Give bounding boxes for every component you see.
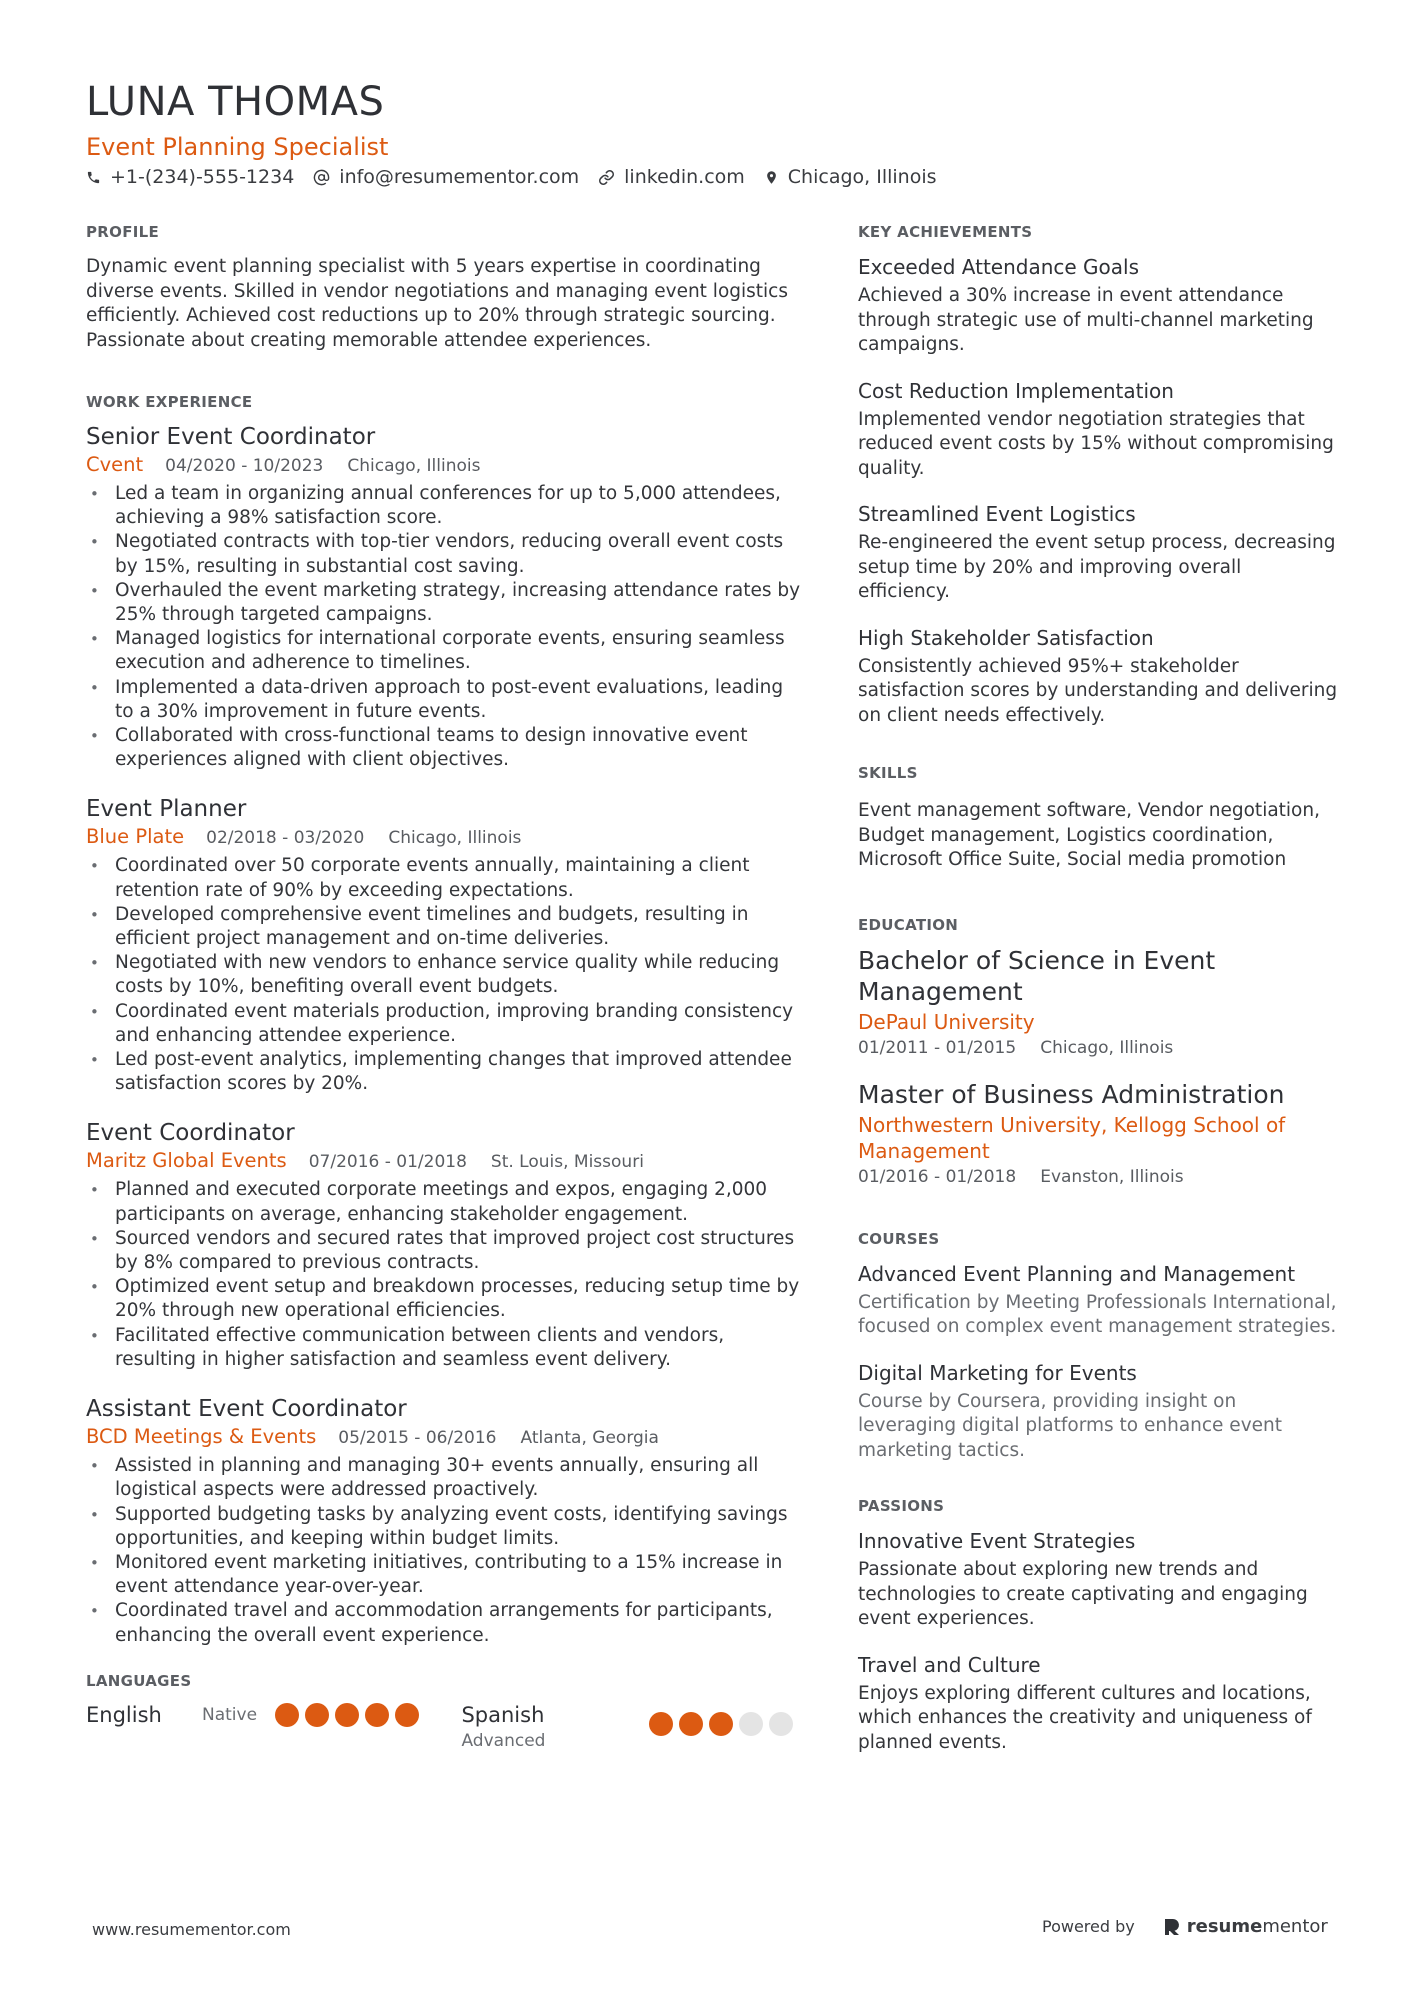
- candidate-name: LUNA THOMAS: [86, 79, 385, 125]
- course-title: Advanced Event Planning and Management: [858, 1261, 1296, 1286]
- job-bullet: • Collaborated with cross-functional teams to design innovative event experiences aligned with client objectives.: [86, 724, 801, 772]
- job-meta: [86, 452, 801, 479]
- job-dates: 04/2020 - 10/2023: [165, 456, 324, 476]
- course: [858, 1261, 1338, 1340]
- language-rating: [649, 1712, 799, 1736]
- job-meta: [86, 1148, 801, 1175]
- edu-school: DePaul University: [858, 1009, 1035, 1034]
- location-pin-icon: [764, 169, 779, 186]
- skills-text: Event management software, Vendor negotiation, Budget management, Logistics coordination, Microsoft Office Suite, Social media promotion: [858, 800, 1320, 870]
- job-bullet: • Negotiated with new vendors to enhance service quality while reducing costs by 10%, benefiting overall event budgets.: [86, 951, 801, 999]
- course: [858, 1360, 1338, 1464]
- profile-text: Dynamic event planning specialist with 5 years expertise in coordinating diverse events. Skilled in vendor negotiations and managing event logistics efficiently. Achieved cost reductions up to 20% through strategic sourcing. Passionate about creating memorable attendee experiences.: [86, 256, 788, 351]
- job-bullet: • Led a team in organizing annual conferences for up to 5,000 attendees, achieving a 98% satisfaction score.: [86, 482, 801, 530]
- job-title: Senior Event Coordinator: [86, 424, 376, 450]
- rating-dot-filled: [679, 1712, 703, 1736]
- courses-heading: COURSES: [858, 1229, 940, 1248]
- achievement-text: Consistently achieved 95%+ stakeholder satisfaction scores by understanding and delivering on client needs effectively.: [858, 655, 1338, 726]
- achievements-heading: KEY ACHIEVEMENTS: [858, 223, 1033, 241]
- phone-icon: [86, 170, 101, 185]
- job-company: Blue Plate: [86, 825, 185, 849]
- brand-bold: resume: [1186, 1916, 1263, 1937]
- achievement-title: Exceeded Attendance Goals: [858, 255, 1140, 279]
- job-company: Maritz Global Events: [86, 1149, 287, 1173]
- passion: [858, 1528, 1338, 1632]
- rating-dot-filled: [649, 1712, 673, 1736]
- education-list: [858, 945, 1338, 1190]
- job-location: Chicago, Illinois: [347, 456, 481, 476]
- skills-heading: SKILLS: [858, 764, 918, 782]
- achievement-title: High Stakeholder Satisfaction: [858, 625, 1154, 650]
- linkedin-text[interactable]: linkedin.com: [624, 166, 745, 188]
- job-bullets: [86, 1454, 801, 1648]
- link-icon: [598, 169, 615, 186]
- right-column: [858, 222, 1338, 1755]
- language-rating: [275, 1703, 425, 1727]
- achievement: [858, 378, 1338, 482]
- rating-dot-filled: [275, 1703, 299, 1727]
- job-bullet: • Monitored event marketing initiatives, contributing to a 15% increase in event attendance year-over-year.: [86, 1551, 801, 1599]
- job-bullets: [86, 854, 801, 1096]
- language-level: Native: [202, 1704, 258, 1725]
- job-location: St. Louis, Missouri: [490, 1152, 644, 1173]
- job-bullet: • Optimized event setup and breakdown processes, reducing setup time by 20% through new operational efficiencies.: [86, 1275, 801, 1323]
- job-title: Assistant Event Coordinator: [86, 1396, 407, 1423]
- brand-mark-icon: [1163, 1917, 1181, 1937]
- contact-phone: [86, 164, 294, 190]
- rating-dot-empty: [769, 1712, 793, 1736]
- achievement: [858, 501, 1338, 605]
- job-bullet: • Planned and executed corporate meetings and expos, engaging 2,000 participants on average, enhancing stakeholder engagement.: [86, 1178, 801, 1226]
- passions-heading: PASSIONS: [858, 1497, 945, 1515]
- achievement: [858, 254, 1338, 358]
- email-text[interactable]: info@resumementor.com: [339, 166, 580, 188]
- rating-dot-filled: [365, 1703, 389, 1727]
- job-bullet: • Implemented a data-driven approach to post-event evaluations, leading to a 30% improvement in future events.: [86, 676, 801, 724]
- job-bullet: • Negotiated contracts with top-tier vendors, reducing overall event costs by 15%, resulting in substantial cost saving.: [86, 530, 801, 578]
- passion-text: Passionate about exploring new trends and technologies to create captivating and engaging event experiences.: [858, 1559, 1308, 1629]
- achievement-text: Achieved a 30% increase in event attendance through strategic use of multi-channel marketing campaigns.: [858, 285, 1314, 355]
- job-bullet: • Overhauled the event marketing strategy, increasing attendance rates by 25% through targeted campaigns.: [86, 579, 801, 627]
- education-entry: [858, 1079, 1338, 1190]
- edu-degree: Bachelor of Science in Event Management: [858, 945, 1216, 1006]
- footer-website[interactable]: www.resumementor.com: [92, 1920, 291, 1939]
- course-text: Course by Coursera, providing insight on leveraging digital platforms to enhance event marketing tactics.: [858, 1390, 1283, 1461]
- brand-light: mentor: [1262, 1916, 1328, 1937]
- job-dates: 07/2016 - 01/2018: [308, 1152, 467, 1173]
- rating-dot-filled: [335, 1703, 359, 1727]
- phone-text: +1-(234)-555-1234: [110, 166, 295, 188]
- language-name: Spanish: [461, 1702, 545, 1727]
- courses-list: [858, 1261, 1338, 1464]
- job-bullet: • Sourced vendors and secured rates that improved project cost structures by 8% compared to previous contracts.: [86, 1227, 801, 1275]
- contact-linkedin[interactable]: [598, 164, 745, 190]
- rating-dot-filled: [395, 1703, 419, 1727]
- job-title: Event Coordinator: [86, 1120, 295, 1147]
- job-company: Cvent: [86, 453, 144, 476]
- edu-dates: 01/2016 - 01/2018: [858, 1166, 1017, 1187]
- language-name: English: [86, 1702, 162, 1727]
- location-text: Chicago, Illinois: [787, 166, 937, 188]
- job-bullet: • Assisted in planning and managing 30+ events annually, ensuring all logistical aspects were addressed proactively.: [86, 1454, 801, 1502]
- profile-heading: PROFILE: [86, 223, 160, 241]
- job-dates: 05/2015 - 06/2016: [338, 1428, 497, 1449]
- at-sign-icon: [313, 169, 330, 186]
- footer-branding: [1042, 1916, 1328, 1937]
- languages-heading: LANGUAGES: [86, 1671, 192, 1690]
- candidate-title: Event Planning Specialist: [86, 133, 389, 161]
- achievement: [858, 625, 1338, 729]
- achievement-text: Implemented vendor negotiation strategies that reduced event costs by 15% without compromising quality.: [858, 408, 1334, 479]
- achievements-list: [858, 254, 1338, 728]
- job-bullet: • Coordinated event materials production, improving branding consistency and enhancing attendee experience.: [86, 1000, 801, 1048]
- edu-location: Chicago, Illinois: [1040, 1037, 1174, 1058]
- languages-list: [86, 1701, 801, 1753]
- job-entry: [86, 794, 801, 1096]
- rating-dot-empty: [739, 1712, 763, 1736]
- jobs-list: [86, 422, 801, 1648]
- left-column: [86, 222, 801, 1753]
- passion: [858, 1652, 1338, 1756]
- job-title: Event Planner: [86, 796, 247, 823]
- job-bullet: • Facilitated effective communication between clients and vendors, resulting in higher satisfaction and seamless event delivery.: [86, 1324, 801, 1372]
- job-meta: [86, 1424, 801, 1451]
- contact-bar: [86, 164, 956, 190]
- job-entry: [86, 1394, 801, 1648]
- rating-dot-filled: [709, 1712, 733, 1736]
- brand-logo[interactable]: [1163, 1916, 1328, 1937]
- achievement-title: Streamlined Event Logistics: [858, 502, 1136, 526]
- job-bullet: • Led post-event analytics, implementing changes that improved attendee satisfaction scores by 20%.: [86, 1048, 801, 1096]
- edu-meta: [858, 1035, 1338, 1061]
- passions-list: [858, 1528, 1338, 1755]
- job-dates: 02/2018 - 03/2020: [206, 828, 365, 849]
- job-bullet: • Developed comprehensive event timelines and budgets, resulting in efficient project management and on-time deliveries.: [86, 903, 801, 951]
- achievement-text: Re-engineered the event setup process, decreasing setup time by 20% and improving overall efficiency.: [858, 532, 1336, 602]
- job-meta: [86, 824, 801, 851]
- job-location: Chicago, Illinois: [388, 828, 522, 849]
- job-bullet: • Coordinated over 50 corporate events annually, maintaining a client retention rate of 90% by exceeding expectations.: [86, 854, 801, 902]
- passion-title: Innovative Event Strategies: [858, 1529, 1136, 1553]
- rating-dot-filled: [305, 1703, 329, 1727]
- job-entry: [86, 422, 801, 772]
- job-bullet: • Supported budgeting tasks by analyzing event costs, identifying savings opportunities, and keeping within budget limits.: [86, 1503, 801, 1551]
- edu-location: Evanston, Illinois: [1040, 1166, 1184, 1187]
- edu-degree: Master of Business Administration: [858, 1079, 1285, 1109]
- contact-email[interactable]: [313, 164, 579, 190]
- job-bullets: [86, 482, 801, 772]
- education-entry: [858, 945, 1338, 1061]
- job-bullet: • Coordinated travel and accommodation arrangements for participants, enhancing the overall event experience.: [86, 1599, 801, 1647]
- language-spanish: [461, 1701, 801, 1753]
- edu-dates: 01/2011 - 01/2015: [858, 1037, 1017, 1058]
- passion-text: Enjoys exploring different cultures and locations, which enhances the creativity and uniqueness of planned events.: [858, 1682, 1312, 1753]
- powered-by-text: Powered by: [1042, 1917, 1135, 1936]
- experience-heading: WORK EXPERIENCE: [86, 393, 253, 411]
- course-text: Certification by Meeting Professionals International, focused on complex event management strategies.: [858, 1291, 1337, 1337]
- achievement-title: Cost Reduction Implementation: [858, 378, 1174, 403]
- contact-location: [764, 164, 937, 190]
- language-english: [86, 1701, 461, 1729]
- passion-title: Travel and Culture: [858, 1652, 1041, 1677]
- job-location: Atlanta, Georgia: [520, 1428, 659, 1449]
- job-entry: [86, 1118, 801, 1372]
- edu-meta: [858, 1164, 1338, 1190]
- course-title: Digital Marketing for Events: [858, 1360, 1137, 1385]
- education-heading: EDUCATION: [858, 915, 959, 934]
- edu-school: Northwestern University, Kellogg School of Management: [858, 1112, 1286, 1163]
- job-bullet: • Managed logistics for international corporate events, ensuring seamless execution and adherence to timelines.: [86, 627, 801, 675]
- language-level: Advanced: [461, 1730, 546, 1751]
- job-bullets: [86, 1178, 801, 1372]
- job-company: BCD Meetings & Events: [86, 1425, 317, 1449]
